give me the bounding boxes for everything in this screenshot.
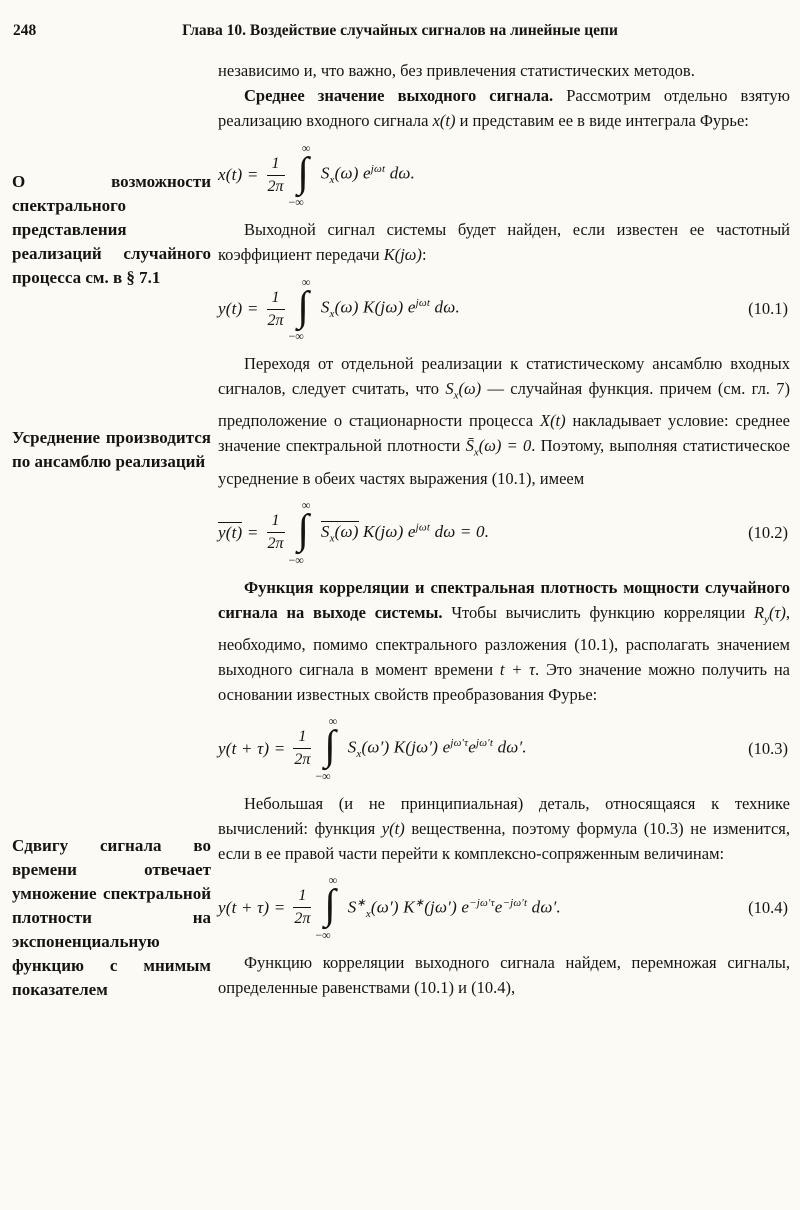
integral-upper-limit: ∞ (301, 274, 311, 289)
formula-lhs (218, 898, 285, 918)
integral-sign-icon: ∫ (297, 149, 309, 196)
math-token: x (329, 174, 335, 187)
fraction-denominator: 2π (267, 535, 284, 553)
text-run: . Это значение можно получить на основании известных свойств преобразования Фурье: (218, 659, 790, 704)
display-formula-10-4 (218, 866, 790, 950)
text-run: накладывает условие: среднее значение спектральной плотности (218, 411, 790, 456)
math-token: ∗ (356, 896, 366, 909)
integral-lower-limit: −∞ (315, 769, 331, 784)
fraction-denominator: 2π (267, 311, 284, 329)
paragraph-conjugate-values (218, 791, 790, 866)
math-token: K (403, 897, 415, 917)
integral-upper-limit: ∞ (301, 498, 311, 513)
math-token: K(jω) (358, 521, 408, 541)
math-token: y(t + τ) = (218, 897, 286, 917)
paragraph-mean-output-signal (218, 83, 790, 133)
integral (315, 873, 338, 943)
math-token: K(jω′) (393, 738, 443, 758)
formula-lhs (218, 165, 259, 185)
text-run: (ω) (458, 379, 482, 398)
formula-rhs (321, 297, 460, 320)
formula-rhs (348, 896, 561, 920)
bold-lead-text: Функция корреляции и спектральная плотность мощности случайного сигнала на выходе системы. (218, 577, 790, 622)
integral (288, 274, 311, 344)
text-run: Чтобы вычислить функцию корреляции (442, 602, 754, 622)
math-token: jω′t (476, 737, 494, 750)
math-token: K(jω) (363, 298, 408, 318)
text-run: Переходя от отдельной реализации к статистическому ансамблю входных сигналов, следует считать, что (218, 354, 790, 398)
math-token: dω. (430, 298, 460, 318)
margin-note-spectral-representation: О возможности спектрального представления реализаций случайного процесса см. в § 7.1 (12, 172, 211, 287)
math-token: S (347, 738, 357, 758)
text-run: y (764, 612, 769, 625)
integral-lower-limit: −∞ (288, 553, 304, 568)
math-token: jωt (415, 520, 431, 533)
math-token: (ω′) (370, 897, 404, 917)
fraction (267, 288, 285, 331)
integral-sign-icon: ∫ (324, 723, 336, 770)
fraction-numerator: 1 (267, 511, 285, 533)
math-token: ∗ (414, 896, 425, 909)
math-token: dω. (385, 164, 416, 184)
text-run: Функцию корреляции выходного сигнала найдем, перемножая сигналы, определенные равенствами (10.1) и (10.4), (218, 952, 790, 997)
text-run: S̄ (465, 436, 474, 456)
math-token: y(t) = (218, 299, 259, 318)
equation-number: (10.1) (748, 299, 788, 318)
text-run: : (421, 245, 427, 264)
formula-lhs (218, 299, 259, 319)
fraction-numerator: 1 (293, 886, 311, 908)
math-token: e (407, 521, 416, 541)
math-token: x (365, 907, 371, 920)
math-token: x (329, 308, 335, 321)
paragraph-intro-continuation (218, 58, 790, 83)
text-run: x(t) (432, 111, 456, 130)
math-token: e (363, 164, 371, 184)
math-token: jωt (370, 163, 386, 176)
math-token: (ω) (334, 298, 364, 318)
integral-upper-limit: ∞ (301, 140, 311, 155)
overline-group (218, 522, 242, 542)
integral-upper-limit: ∞ (328, 873, 338, 888)
text-run: . Поэтому, выполняя статистическое усреднение в обеих частях выражения (10.1), имеем (218, 436, 790, 488)
fraction (293, 727, 311, 770)
page-number: 248 (13, 22, 37, 39)
math-token: e (461, 897, 470, 917)
math-token: x (329, 532, 335, 545)
integral-lower-limit: −∞ (315, 928, 331, 943)
text-run: независимо и, что важно, без привлечения статистических методов. (218, 61, 695, 80)
fraction-numerator: 1 (293, 727, 311, 749)
integral-sign-icon: ∫ (297, 283, 309, 330)
math-token: y(t) (218, 523, 243, 543)
text-run: K(jω) (383, 245, 422, 264)
display-formula-10-3 (218, 707, 790, 791)
text-run: , необходимо, помимо спектрального разложения (10.1), располагать значением выходного сигнала в момент времени (218, 602, 790, 679)
text-run: и представим ее в виде интеграла Фурье: (455, 111, 749, 130)
math-token: dω′. (527, 897, 561, 917)
math-token: dω = 0. (430, 521, 490, 541)
paragraph-output-correlation (218, 950, 790, 1000)
math-token: S (320, 164, 330, 184)
math-token: (ω′) (361, 738, 394, 758)
math-token: = (242, 523, 259, 543)
equation-number: (10.2) (748, 522, 788, 542)
paragraph-correlation-function (218, 575, 790, 707)
text-run: Рассмотрим отдельно взятую реализацию входного сигнала (218, 86, 791, 130)
math-token: (ω) (334, 521, 359, 541)
math-token: (jω′) (424, 897, 462, 917)
display-formula-10-2 (218, 491, 790, 575)
fraction-numerator: 1 (267, 288, 285, 310)
text-run: x (453, 389, 459, 402)
integral-lower-limit: −∞ (288, 329, 304, 344)
math-token: e (494, 897, 503, 917)
text-run: Выходной сигнал системы будет найден, если известен ее частотный коэффициент передачи (218, 220, 790, 264)
paragraph-output-signal (218, 217, 790, 267)
text-run: y(t) (381, 818, 405, 838)
integral-sign-icon: ∫ (297, 507, 309, 554)
math-token: y(t + τ) = (218, 738, 286, 758)
integral-upper-limit: ∞ (328, 714, 338, 729)
fraction-denominator: 2π (267, 177, 284, 195)
math-token: x(t) = (218, 165, 259, 184)
formula-rhs (348, 737, 527, 760)
integral (288, 498, 311, 568)
margin-note-ensemble-averaging: Усреднение производится по ансамблю реализаций (12, 428, 211, 471)
integral-lower-limit: −∞ (288, 195, 304, 210)
chapter-running-title: Глава 10. Воздействие случайных сигналов на линейные цепи (182, 22, 618, 39)
bold-lead-text: Среднее значение выходного сигнала. (244, 86, 554, 105)
text-run: (τ) (768, 602, 786, 622)
math-token: dω′. (493, 738, 527, 758)
fraction-denominator: 2π (294, 751, 311, 769)
margin-note-time-shift: Сдвигу сигнала во времени отвечает умножение спектральной плотности на экспоненциальную функцию с мнимым показателем (12, 836, 211, 999)
formula-lhs (218, 522, 259, 543)
overline-group (321, 521, 359, 545)
integral (288, 140, 311, 210)
equation-number: (10.4) (748, 897, 788, 917)
math-token: x (356, 748, 362, 761)
display-formula-fourier-integral (218, 133, 790, 217)
text-run: X(t) (539, 411, 566, 431)
main-text-column (218, 58, 790, 1000)
display-formula-10-1 (218, 267, 790, 351)
formula-rhs (321, 163, 415, 186)
math-token: (ω) (334, 164, 364, 184)
fraction (267, 154, 285, 197)
fraction (267, 511, 285, 554)
integral (315, 714, 338, 784)
math-token: jωt (415, 297, 431, 310)
text-run: (ω) = 0 (478, 436, 532, 456)
formula-rhs (321, 521, 489, 545)
math-token: jω′τ (450, 737, 469, 750)
fraction-denominator: 2π (294, 910, 311, 928)
fraction-numerator: 1 (267, 154, 285, 176)
math-token: e (468, 738, 477, 758)
text-run: x (473, 446, 479, 459)
text-run: R (753, 602, 765, 622)
equation-number: (10.3) (748, 738, 788, 758)
math-token: −jω′t (502, 896, 528, 909)
text-run: t + τ (499, 659, 536, 679)
page-header (0, 22, 800, 44)
math-token: S (320, 298, 330, 318)
math-token: −jω′τ (469, 896, 495, 909)
text-run: Небольшая (и не принципиальная) деталь, относящаяся к технике вычислений: функция (218, 793, 790, 838)
integral-sign-icon: ∫ (324, 882, 336, 929)
text-run: вещественна, поэтому формула (10.3) не изменится, если в ее правой части перейти к комплексно-сопряженным величинам: (218, 818, 790, 863)
math-token: e (407, 298, 416, 318)
paragraph-ensemble-transition (218, 351, 790, 491)
text-run: S (445, 379, 454, 398)
math-token: S (320, 521, 330, 541)
text-run: — случайная функция. причем (см. гл. 7) предположение о стационарности процесса (218, 379, 790, 431)
math-token: e (442, 738, 451, 758)
fraction (293, 886, 311, 929)
formula-lhs (218, 739, 285, 759)
math-token: S (347, 897, 357, 917)
